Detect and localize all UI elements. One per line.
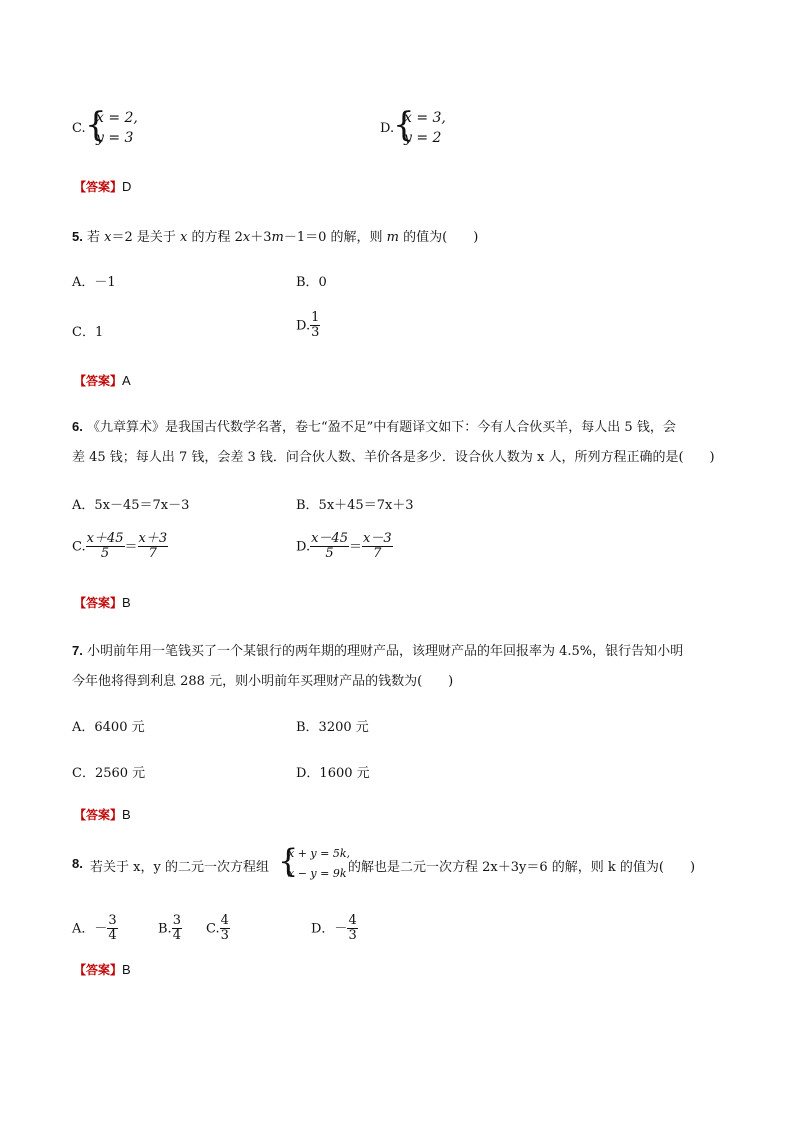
q6-option-a: A．5x－45＝7x－3: [72, 498, 190, 513]
numerator: 3: [108, 913, 117, 928]
option-label: C.: [72, 539, 86, 555]
q6-option-d: [296, 532, 393, 562]
answer-tag: 【答案】: [74, 374, 123, 388]
brace-glyph: {: [393, 105, 415, 145]
denominator: 5: [325, 546, 334, 562]
var-m: m: [386, 230, 399, 245]
numerator: x－3: [362, 531, 392, 546]
denominator: 7: [373, 546, 382, 562]
q4-option-d-eq1: x = 3,: [404, 110, 446, 126]
q7-option-c: C．2560 元: [72, 766, 146, 781]
fraction: [172, 914, 182, 944]
fraction: [107, 914, 117, 944]
q4-option-c-label: C.: [72, 121, 86, 136]
q4-answer: [74, 178, 131, 195]
q6-option-c: [72, 532, 168, 562]
answer-tag: 【答案】: [74, 180, 123, 194]
q8-option-d: [311, 914, 358, 944]
q8-system: [288, 844, 350, 884]
q8-answer: [74, 961, 131, 978]
fraction: [138, 532, 169, 562]
denominator: 5: [100, 546, 110, 562]
question-number: 6.: [72, 419, 83, 434]
option-label: B.: [158, 921, 172, 937]
q5-text: 若: [86, 230, 105, 245]
q5-text: ＋3: [250, 230, 272, 245]
q5-text: ＝2 是关于: [111, 230, 181, 245]
var-x: x: [104, 230, 112, 245]
answer-value: D: [122, 179, 132, 194]
question-number: 5.: [72, 229, 83, 244]
q4-option-d-eq2: y = 2: [404, 130, 442, 147]
denominator: 4: [172, 928, 181, 944]
q7-option-d: D．1600 元: [296, 766, 370, 781]
q5-text: －1＝0 的解，则: [283, 230, 387, 245]
fraction: [310, 532, 349, 562]
q4-option-d-label: D.: [380, 121, 395, 136]
q6-option-b: B．5x＋45＝7x＋3: [296, 498, 414, 513]
q4-option-c-eq1: x = 2,: [96, 110, 138, 126]
denominator: 3: [311, 325, 320, 341]
q7-option-b: B．3200 元: [296, 720, 369, 735]
fraction: [347, 914, 357, 944]
q5-stem: [72, 226, 478, 245]
denominator: 7: [148, 546, 157, 562]
q4-option-c-eq2: y = 3: [96, 130, 134, 147]
q5-option-b: B．0: [296, 275, 327, 290]
q8-text: 若关于 x，y 的二元一次方程组: [90, 860, 269, 875]
fraction: [220, 914, 230, 944]
q8-option-b: [158, 914, 182, 944]
q7-text: 小明前年用一笔钱买了一个某银行的两年期的理财产品，该理财产品的年回报率为 4.5%，银行告知小明: [86, 644, 684, 659]
answer-value: B: [122, 595, 131, 610]
var-x: x: [180, 230, 188, 245]
q5-text: 的值为( ): [399, 230, 479, 245]
q5-option-c: C．1: [72, 325, 104, 340]
q8-option-c: [206, 914, 230, 944]
q4-option-c-system: [96, 108, 138, 149]
q8-text: 的解也是二元一次方程 2x＋3y＝6 的解，则 k 的值为( ): [348, 860, 696, 875]
q5-option-d: [296, 311, 320, 341]
answer-value: B: [122, 962, 131, 977]
question-number: 8.: [72, 856, 83, 871]
equals-sign: ＝: [348, 539, 362, 555]
q6-text: 《九章算术》是我国古代数学名著，卷七“盈不足”中有题译文如下：今有人合伙买羊，每人出 5 钱，会: [86, 420, 676, 435]
option-label: C.: [206, 921, 220, 937]
q5-answer: [74, 372, 131, 389]
q8-system-eq1: x + y = 5k,: [288, 847, 350, 860]
q6-stem-line1: [72, 416, 676, 435]
option-label: A．－: [72, 921, 108, 937]
numerator: 3: [172, 913, 181, 928]
fraction: [86, 532, 125, 562]
option-label: D.: [296, 318, 311, 334]
denominator: 3: [348, 928, 357, 944]
answer-tag: 【答案】: [74, 808, 123, 822]
q5-text: 的方程 2: [187, 230, 243, 245]
fraction: [362, 532, 393, 562]
numerator: x＋3: [138, 531, 168, 546]
answer-tag: 【答案】: [74, 963, 123, 977]
answer-value: A: [122, 373, 131, 388]
q8-option-a: [72, 914, 118, 944]
numerator: x－45: [311, 531, 348, 546]
numerator: 4: [220, 913, 229, 928]
denominator: 4: [108, 928, 117, 944]
question-number: 7.: [72, 643, 83, 658]
numerator: x＋45: [86, 531, 124, 546]
answer-tag: 【答案】: [74, 596, 123, 610]
numerator: 1: [311, 310, 320, 325]
var-x: x: [242, 230, 251, 245]
denominator: 3: [220, 928, 229, 944]
equals-sign: ＝: [124, 539, 138, 555]
q7-option-a: A．6400 元: [72, 720, 145, 735]
brace-glyph: {: [85, 105, 107, 145]
q7-answer: [74, 806, 131, 823]
q5-option-a: A．－1: [72, 275, 116, 290]
option-label: D．－: [311, 921, 348, 937]
q7-stem-line1: [72, 640, 683, 659]
q7-stem-line2: 今年他将得到利息 288 元，则小明前年买理财产品的钱数为( ): [72, 674, 454, 689]
q8-system-eq2: x − y = 9k: [288, 867, 347, 880]
var-m: m: [271, 230, 284, 245]
q6-answer: [74, 594, 131, 611]
fraction: [310, 311, 320, 341]
q4-option-d-system: [404, 108, 446, 149]
brace-glyph: {: [278, 842, 299, 880]
option-label: D.: [296, 539, 311, 555]
q6-stem-line2: 差 45 钱；每人出 7 钱，会差 3 钱．问合伙人数、羊价各是多少．设合伙人数为 x 人，所列方程正确的是( ): [72, 450, 715, 465]
numerator: 4: [348, 913, 357, 928]
answer-value: B: [122, 807, 131, 822]
